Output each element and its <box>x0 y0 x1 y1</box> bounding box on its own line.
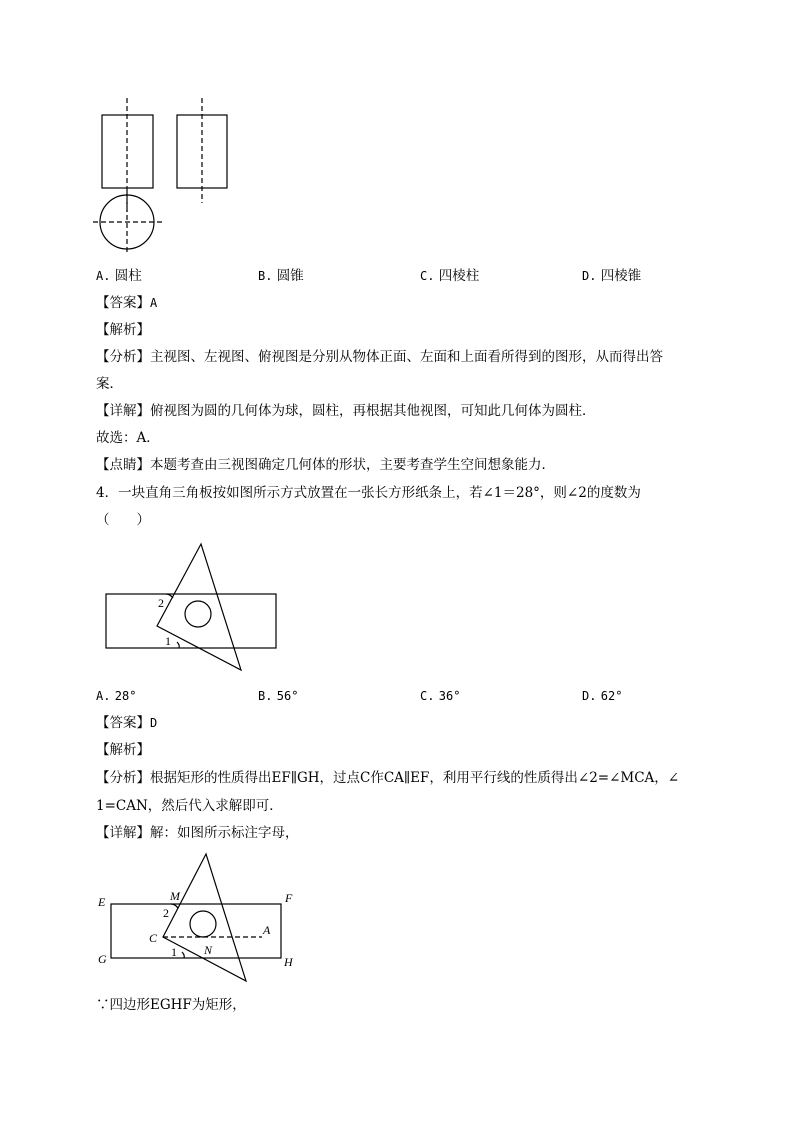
set-square-hole <box>185 601 211 627</box>
q4-figure-triangle-on-strip <box>100 540 285 675</box>
label-a: A <box>263 923 271 937</box>
xiangjie-tag: 【详解】 <box>96 825 150 841</box>
option-letter: D. <box>582 689 597 703</box>
angle-1-arc <box>182 952 184 958</box>
q3-answer-line <box>96 293 157 313</box>
angle-1-label: 1 <box>171 945 177 959</box>
q3-choice-line: 故选：A． <box>96 430 160 446</box>
angle-1-arc <box>177 642 179 648</box>
q4-analysis-heading: 【解析】 <box>96 742 150 758</box>
paper-strip <box>106 594 276 648</box>
answer-value: A <box>150 296 158 310</box>
set-square <box>163 854 246 981</box>
answer-tag: 【答案】 <box>96 295 150 311</box>
option-letter: C. <box>420 689 435 703</box>
q3-fenxi-line <box>96 347 663 367</box>
dianjing-text: 本题考查由三视图确定几何体的形状，主要考查学生空间想象能力． <box>150 457 555 473</box>
q3-option-a <box>96 266 142 286</box>
q4-since-line: ∵四边形EGHF为矩形， <box>96 997 246 1013</box>
option-text: 56° <box>276 689 299 703</box>
xiangjie-tag: 【详解】 <box>96 403 150 419</box>
q3-option-d <box>582 266 641 286</box>
label-h: H <box>284 955 293 969</box>
q3-option-b <box>258 266 304 286</box>
angle-2-label: 2 <box>163 906 169 920</box>
option-letter: B. <box>258 689 273 703</box>
label-c: C <box>149 931 158 945</box>
set-square-hole <box>190 911 216 937</box>
set-square <box>157 544 241 670</box>
q4-option-a <box>96 686 136 706</box>
answer-tag: 【答案】 <box>96 715 150 731</box>
q3-xiangjie-line <box>96 401 596 421</box>
q4-paren: （ ） <box>96 512 150 528</box>
rectangle-eghf <box>111 904 281 958</box>
option-text: 62° <box>600 689 623 703</box>
option-letter: B. <box>258 269 273 283</box>
three-view-figure <box>90 95 270 260</box>
fenxi-tag: 【分析】 <box>96 349 150 365</box>
fenxi-text: 主视图、左视图、俯视图是分别从物体正面、左面和上面看所得到的图形，从而得出答 <box>150 349 663 365</box>
option-text: 28° <box>114 689 137 703</box>
angle-1-label: 1 <box>165 634 171 648</box>
q4-xiangjie-line <box>96 823 299 843</box>
q3-fenxi-line-2: 案． <box>96 376 123 392</box>
option-text: 36° <box>438 689 461 703</box>
q4-stem: 4．一块直角三角板按如图所示方式放置在一张长方形纸条上，若∠1＝28°，则∠2的度数为 <box>96 485 641 501</box>
xiangjie-text: 俯视图为圆的几何体为球，圆柱，再根据其他视图，可知此几何体为圆柱． <box>150 403 596 419</box>
angle-2-label: 2 <box>158 596 164 610</box>
q3-option-c <box>420 266 479 286</box>
option-text: 圆锥 <box>276 268 304 284</box>
q4-option-c <box>420 686 460 706</box>
label-f: F <box>285 891 293 905</box>
option-letter: A. <box>96 269 111 283</box>
option-text: 四棱锥 <box>600 268 642 284</box>
label-m: M <box>170 889 180 903</box>
q4-option-d <box>582 686 622 706</box>
xiangjie-text: 解：如图所示标注字母， <box>150 825 299 841</box>
answer-value: D <box>150 716 158 730</box>
q4-answer-line <box>96 713 157 733</box>
fenxi-tag: 【分析】 <box>96 770 150 786</box>
label-g: G <box>98 952 107 966</box>
q4-fenxi-line <box>96 768 679 788</box>
q4-figure-labelled <box>92 850 307 985</box>
q3-dianjing-line <box>96 455 555 475</box>
option-letter: A. <box>96 689 111 703</box>
label-n: N <box>204 943 213 957</box>
option-letter: D. <box>582 269 597 283</box>
label-e: E <box>98 895 106 909</box>
option-text: 四棱柱 <box>438 268 480 284</box>
q4-option-b <box>258 686 298 706</box>
option-letter: C. <box>420 269 435 283</box>
dianjing-tag: 【点睛】 <box>96 457 150 473</box>
option-text: 圆柱 <box>114 268 142 284</box>
fenxi-text: 根据矩形的性质得出EF∥GH，过点C作CA∥EF，利用平行线的性质得出∠2=∠MCA，∠ <box>150 770 680 786</box>
q3-analysis-heading: 【解析】 <box>96 322 150 338</box>
q4-fenxi-line-2: 1=CAN，然后代入求解即可． <box>96 798 283 814</box>
